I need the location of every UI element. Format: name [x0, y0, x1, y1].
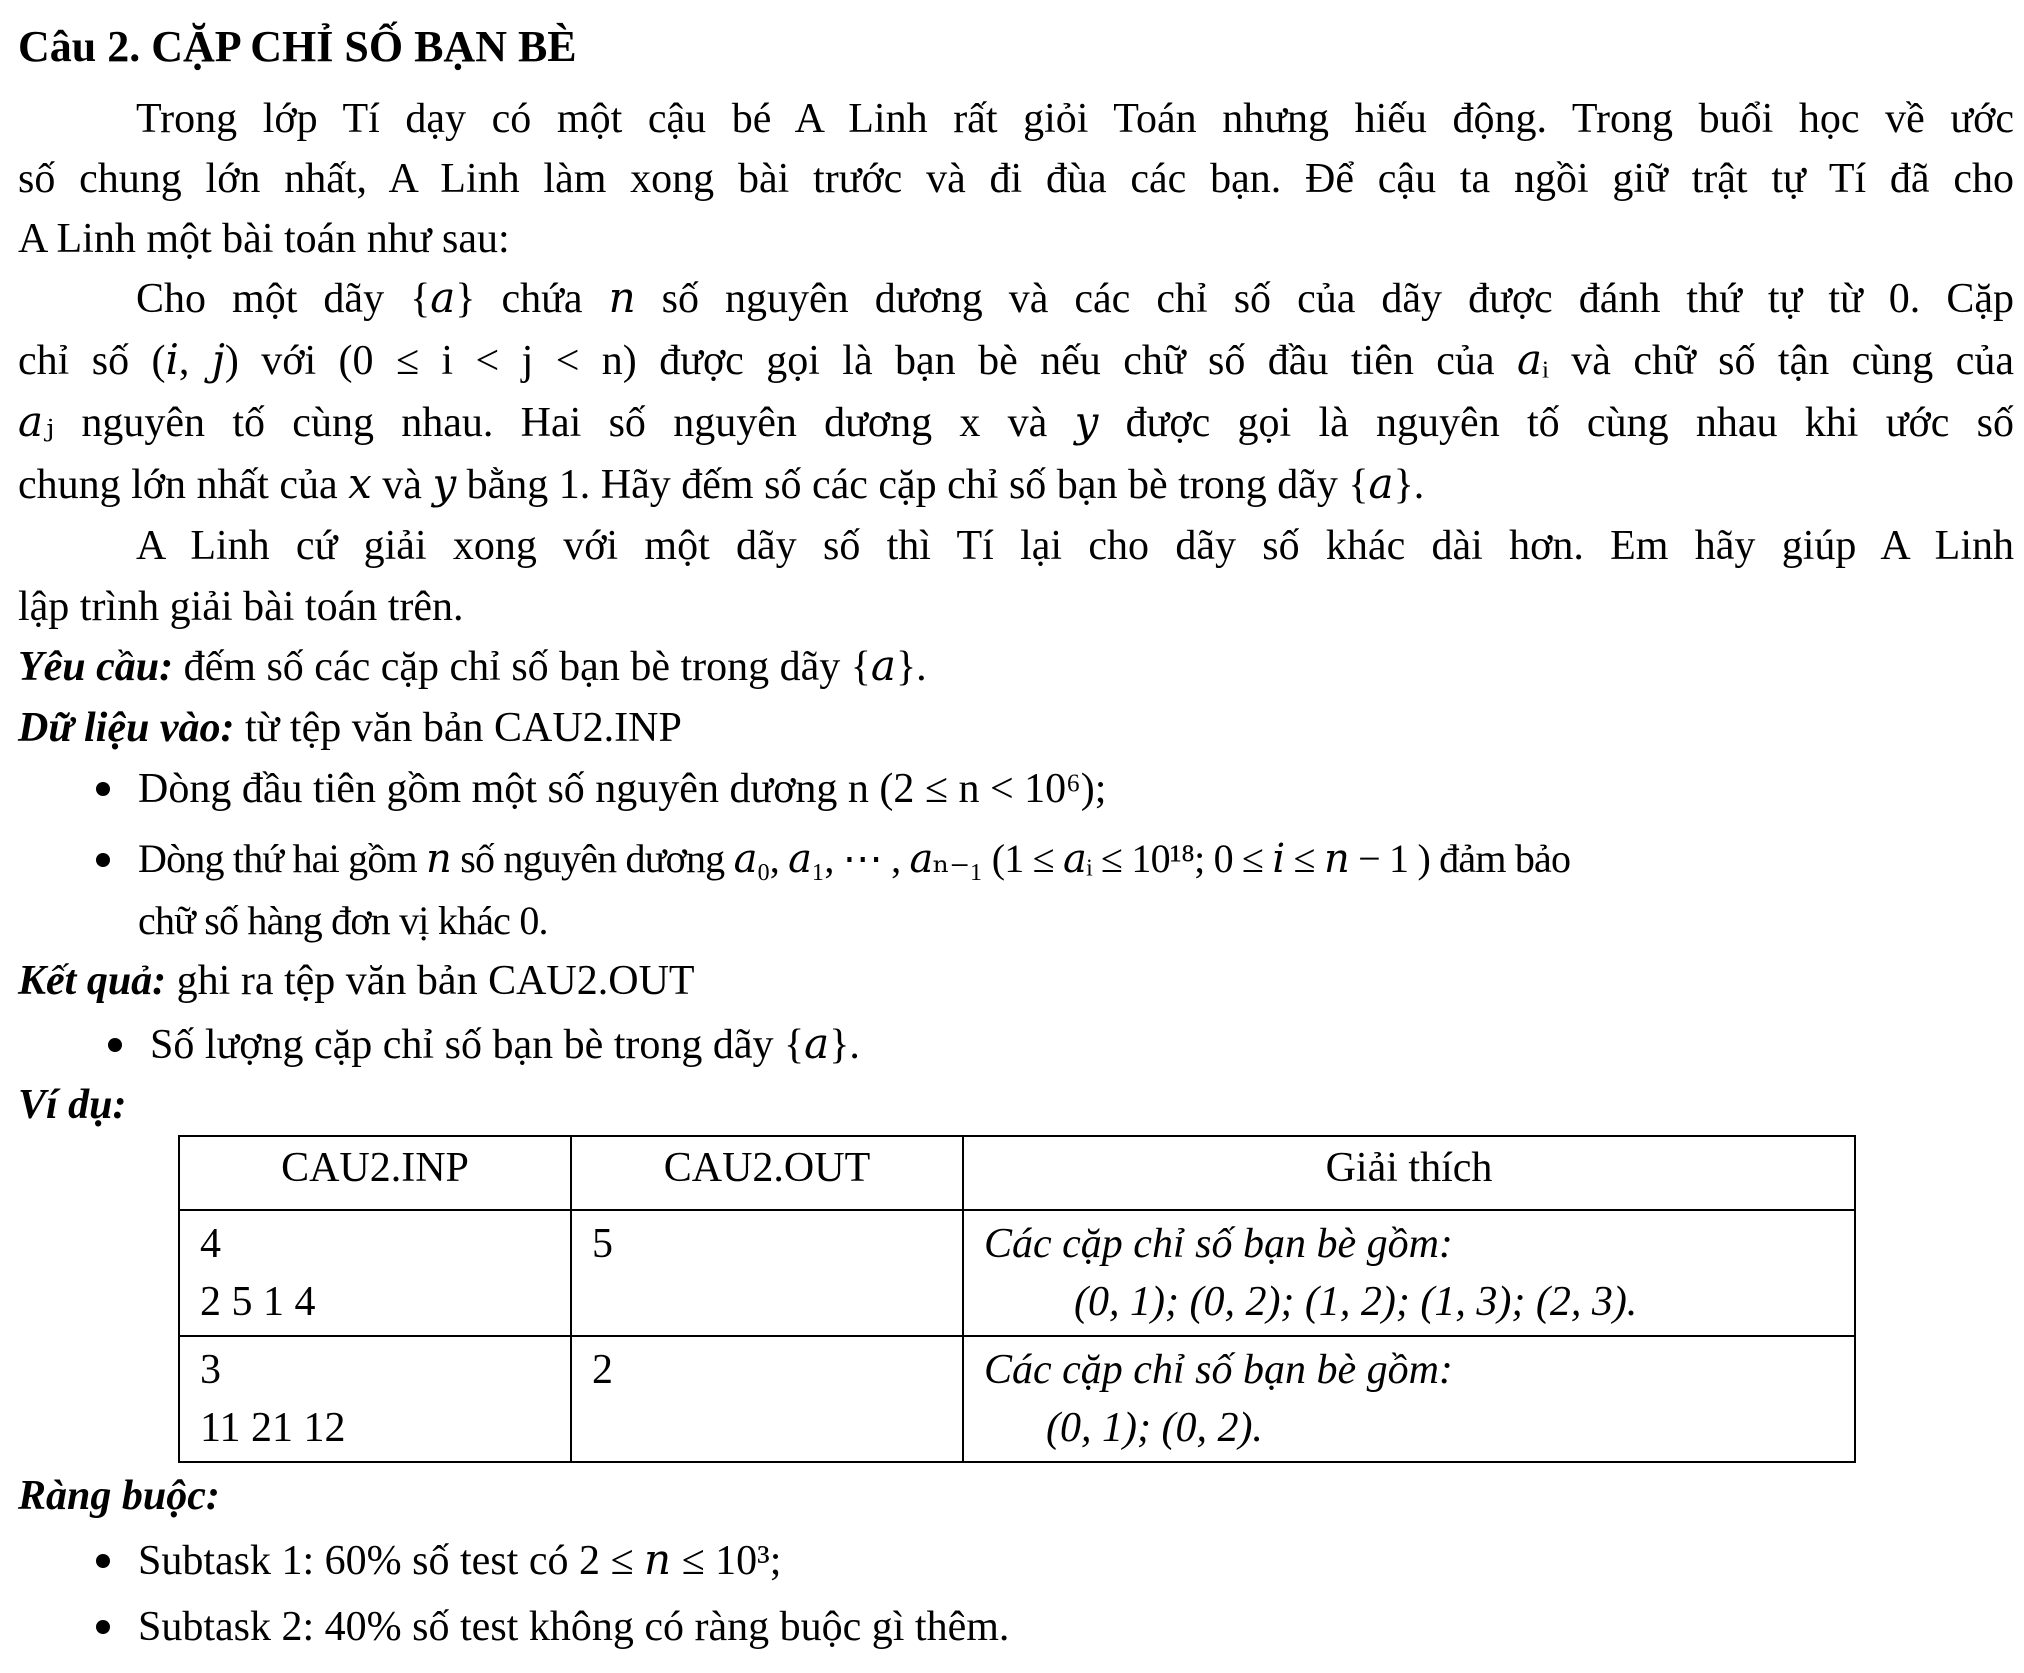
table-row — [179, 1210, 1855, 1336]
output-bullet — [108, 1014, 2008, 1076]
output-cell: 2 — [571, 1336, 963, 1462]
explanation-cell — [963, 1336, 1855, 1462]
cell-line: 4 — [200, 1221, 221, 1267]
paragraph-line: chung lớn nhất của 𝑥 và 𝑦 bằng 1. Hãy đếm số các cặp chỉ số bạn bè trong dãy {𝑎}. — [18, 462, 1425, 508]
example-table — [178, 1135, 1856, 1463]
constraint-bullet — [96, 1530, 1996, 1592]
cell-line: 11 21 12 — [200, 1405, 346, 1451]
table-row — [179, 1336, 1855, 1462]
cell-line: (0, 1); (0, 2); (1, 2); (1, 3); (2, 3). — [1074, 1279, 1638, 1325]
paragraph-line: lập trình giải bài toán trên. — [18, 584, 464, 630]
example-label: Ví dụ: — [18, 1082, 127, 1128]
paragraph-line: Trong lớp Tí dạy có một cậu bé A Linh rất giỏi Toán nhưng hiếu động. Trong buổi học về ước — [136, 96, 2014, 142]
paragraph-line: chỉ số (𝑖, 𝑗) với (0 ≤ i < j < n) được gọi là bạn bè nếu chữ số đầu tiên của 𝑎ᵢ và chữ số tận cùng của — [18, 338, 2014, 384]
input-bullet-continuation: chữ số hàng đơn vị khác 0. — [138, 898, 548, 943]
table-header: CAU2.INP — [179, 1136, 571, 1210]
bullet-icon — [96, 853, 110, 867]
cell-line: 3 — [200, 1347, 221, 1393]
bullet-text: Số lượng cặp chỉ số bạn bè trong dãy {𝑎}. — [150, 1022, 860, 1068]
output-line — [18, 950, 2014, 1012]
paragraph-line: A Linh một bài toán như sau: — [18, 216, 510, 262]
input-line — [18, 697, 2014, 759]
input-cell — [179, 1210, 571, 1336]
bullet-text: Subtask 2: 40% số test không có ràng buộc gì thêm. — [138, 1604, 1010, 1650]
table-header: CAU2.OUT — [571, 1136, 963, 1210]
bullet-icon — [96, 1620, 110, 1634]
bullet-text: Subtask 1: 60% số test có 2 ≤ 𝑛 ≤ 10³; — [138, 1538, 782, 1584]
requirement-line — [18, 636, 2014, 698]
input-cell — [179, 1336, 571, 1462]
output-text: ghi ra tệp văn bản CAU2.OUT — [166, 958, 695, 1004]
input-bullet — [96, 758, 1996, 820]
bullet-icon — [96, 1554, 110, 1568]
bullet-icon — [96, 782, 110, 796]
cell-line: Các cặp chỉ số bạn bè gồm: — [984, 1221, 1453, 1267]
problem-title: Câu 2. CẶP CHỈ SỐ BẠN BÈ — [18, 22, 577, 71]
output-label: Kết quả: — [18, 958, 167, 1004]
table-header-row — [179, 1136, 1855, 1210]
output-cell: 5 — [571, 1210, 963, 1336]
requirement-label: Yêu cầu: — [18, 644, 174, 690]
cell-line: 2 5 1 4 — [200, 1279, 316, 1325]
cell-line: (0, 1); (0, 2). — [1046, 1405, 1263, 1451]
bullet-text: Dòng đầu tiên gồm một số nguyên dương n (2 ≤ n < 10⁶); — [138, 766, 1107, 812]
input-label: Dữ liệu vào: — [18, 705, 235, 751]
cell-line: Các cặp chỉ số bạn bè gồm: — [984, 1347, 1453, 1393]
explanation-cell — [963, 1210, 1855, 1336]
paragraph-line: A Linh cứ giải xong với một dãy số thì Tí lại cho dãy số khác dài hơn. Em hãy giúp A Linh — [136, 523, 2014, 569]
input-text: từ tệp văn bản CAU2.INP — [234, 705, 682, 751]
bullet-icon — [108, 1038, 122, 1052]
constraints-label: Ràng buộc: — [18, 1473, 220, 1519]
requirement-text: đếm số các cặp chỉ số bạn bè trong dãy {𝑎}. — [173, 644, 927, 690]
paragraph-line: Cho một dãy {𝑎} chứa 𝑛 số nguyên dương và các chỉ số của dãy được đánh thứ tự từ 0. Cặp — [136, 276, 2014, 322]
bullet-text: Dòng thứ hai gồm 𝑛 số nguyên dương 𝑎₀, 𝑎₁, ⋯ , 𝑎ₙ₋₁ (1 ≤ 𝑎ᵢ ≤ 10¹⁸; 0 ≤ 𝑖 ≤ 𝑛 − 1 ) đảm bảo — [138, 836, 1571, 881]
input-bullet — [96, 828, 1996, 890]
constraint-bullet — [96, 1596, 1996, 1658]
paragraph-line: số chung lớn nhất, A Linh làm xong bài trước và đi đùa các bạn. Để cậu ta ngồi giữ trật tự Tí đã cho — [18, 156, 2014, 202]
paragraph-line: 𝑎ⱼ nguyên tố cùng nhau. Hai số nguyên dương x và 𝑦 được gọi là nguyên tố cùng nhau khi ước số — [18, 400, 2014, 446]
table-header: Giải thích — [963, 1136, 1855, 1210]
